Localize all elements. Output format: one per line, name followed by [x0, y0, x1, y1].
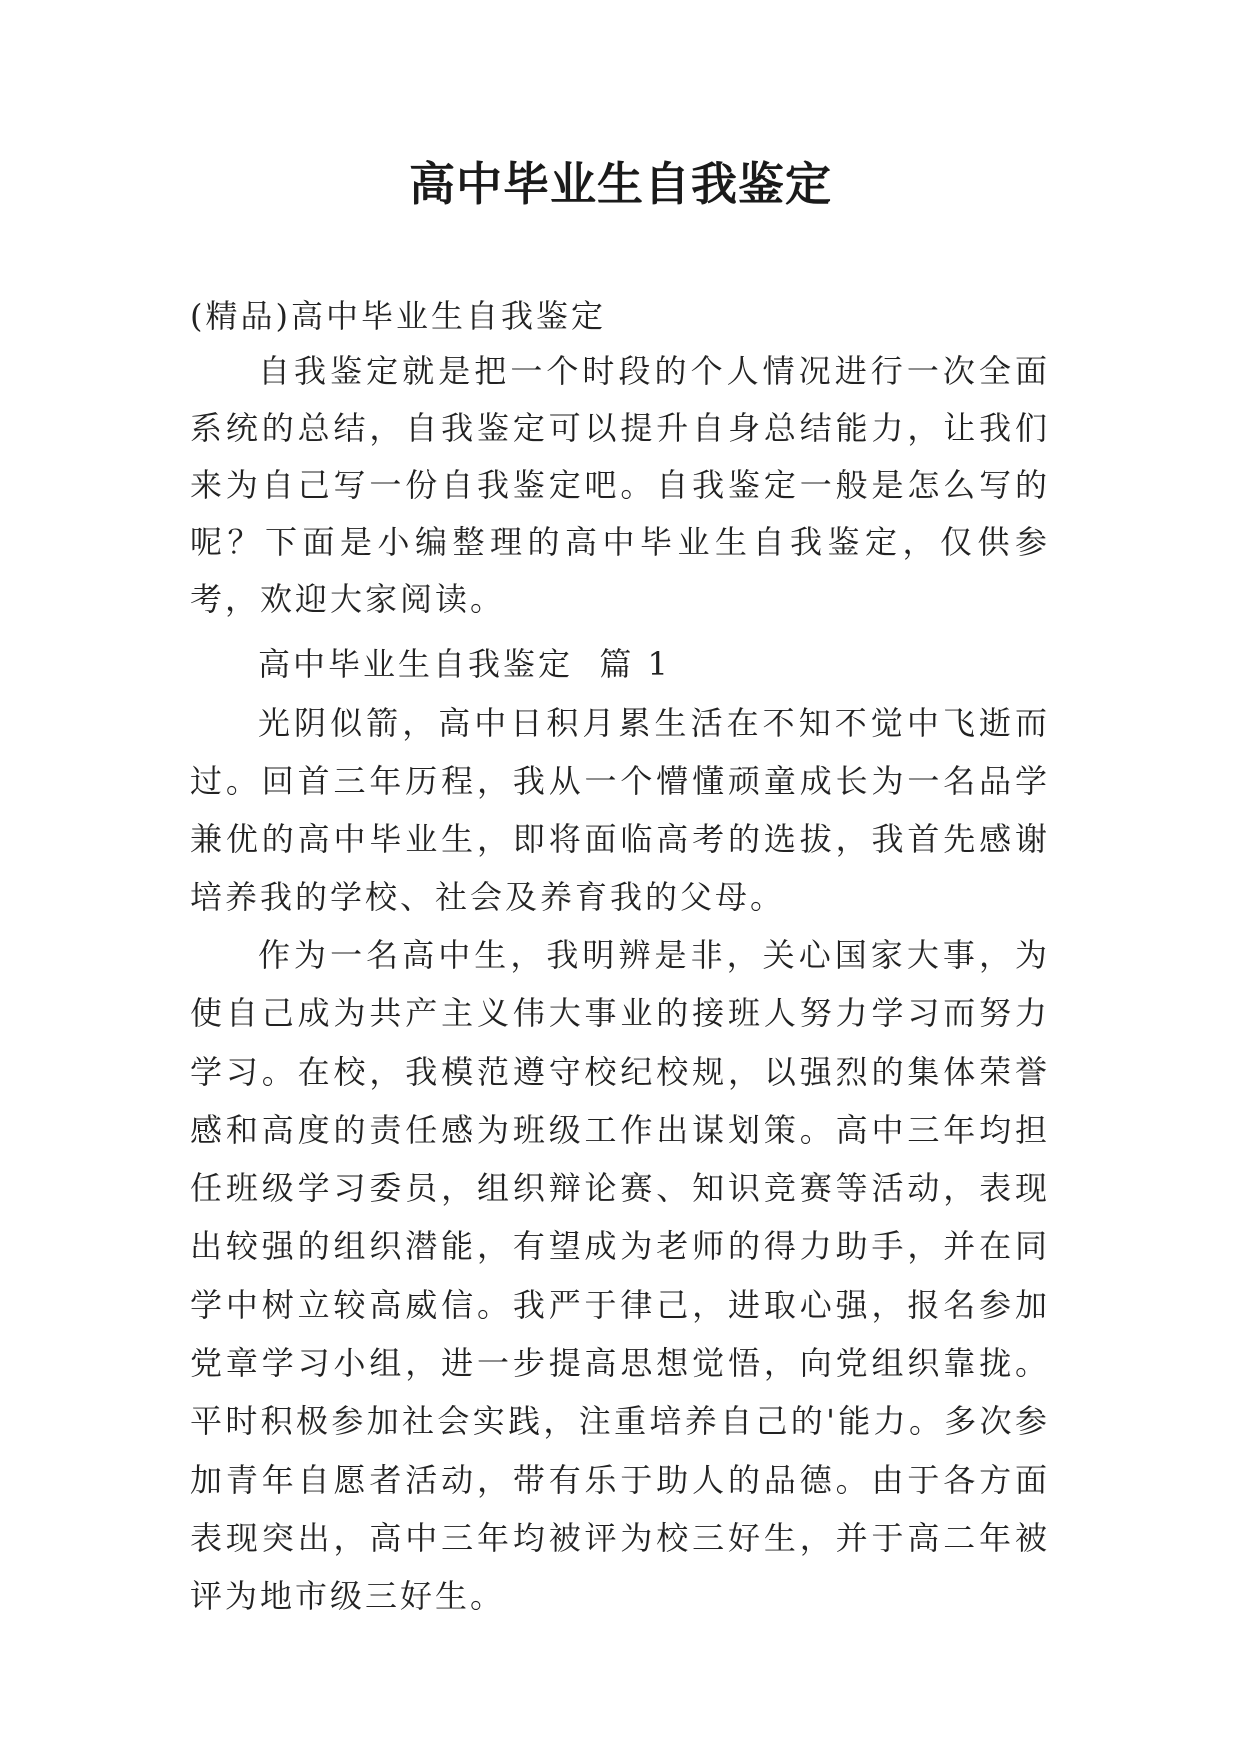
section-heading: 高中毕业生自我鉴定 篇 1 — [258, 645, 671, 683]
intro-paragraph: 自我鉴定就是把一个时段的个人情况进行一次全面系统的总结，自我鉴定可以提升自身总结能力，让我们来为自己写一份自我鉴定吧。自我鉴定一般是怎么写的呢？下面是小编整理的高中毕业生自我鉴定，仅供参考，欢迎大家阅读。 — [190, 352, 1050, 618]
body-paragraph-2: 作为一名高中生，我明辨是非，关心国家大事，为使自己成为共产主义伟大事业的接班人努力学习而努力学习。在校，我模范遵守校纪校规，以强烈的集体荣誉感和高度的责任感为班级工作出谋划策。高中三年均担任班级学习委员，组织辩论赛、知识竞赛等活动，表现出较强的组织潜能，有望成为老师的得力助手，并在同学中树立较高威信。我严于律己，进取心强，报名参加党章学习小组，进一步提高思想觉悟，向党组织靠拢。平时积极参加社会实践，注重培养自己的'能力。多次参加青年自愿者活动，带有乐于助人的品德。由于各方面表现突出，高中三年均被评为校三好生，并于高二年被评为地市级三好生。 — [190, 936, 1050, 1616]
document-title: 高中毕业生自我鉴定 — [409, 157, 832, 211]
document-subtitle: (精品)高中毕业生自我鉴定 — [190, 297, 606, 335]
body-paragraph-1: 光阴似箭，高中日积月累生活在不知不觉中飞逝而过。回首三年历程，我从一个懵懂顽童成长为一名品学兼优的高中毕业生，即将面临高考的选拔，我首先感谢培养我的学校、社会及养育我的父母。 — [190, 704, 1050, 916]
